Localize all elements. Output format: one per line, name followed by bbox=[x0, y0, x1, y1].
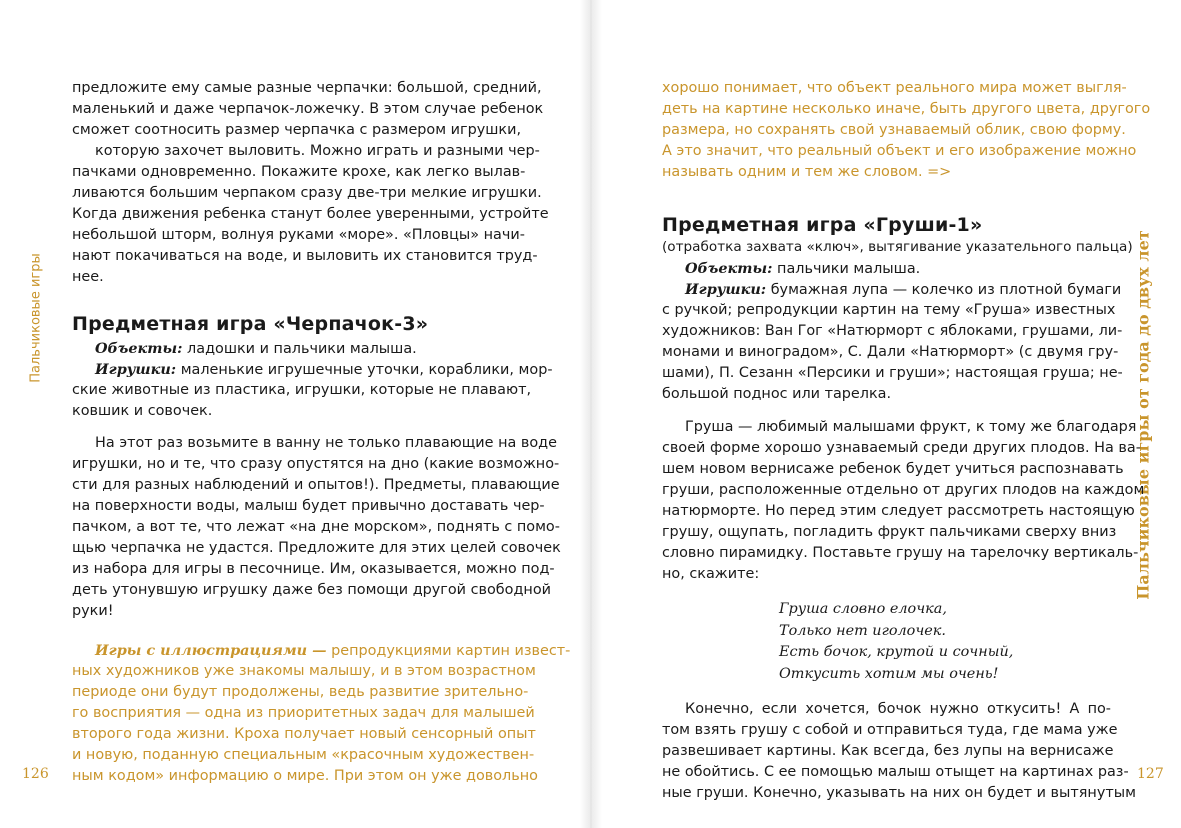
text-line: не обойтись. С ее помощью малыш отыщет на картинах раз- bbox=[662, 764, 1129, 780]
text-line: ных художников уже знакомы малышу, и в этом возрастном bbox=[72, 663, 536, 679]
text-line: маленький и даже черпачок-ложечку. В этом случае ребенок bbox=[72, 101, 544, 117]
paragraph-continued bbox=[662, 78, 1151, 183]
illustrations-label: Игры с иллюстрациями — bbox=[95, 642, 327, 659]
paragraph-illustrations bbox=[72, 640, 571, 787]
running-head-right: Пальчиковые игры от года до двух лет bbox=[1133, 230, 1153, 600]
paragraph-intro bbox=[72, 78, 549, 288]
objects-label: Объекты: bbox=[95, 340, 183, 357]
text-line: натюрморте. Но перед этим следует рассмотреть настоящую bbox=[662, 503, 1135, 519]
objects-line bbox=[662, 258, 1111, 279]
poem-line: Груша словно елочка, bbox=[779, 601, 947, 617]
text-line: большой поднос или тарелка. bbox=[662, 386, 892, 402]
section-heading: Предметная игра «Груши-1» bbox=[662, 214, 983, 236]
objects-text: пальчики малыша. bbox=[777, 261, 921, 277]
toys-line bbox=[662, 279, 1122, 300]
text-line: сти для разных наблюдений и опытов!). Предметы, плавающие bbox=[72, 477, 560, 493]
text-line: хорошо понимает, что объект реального мира может выгля- bbox=[662, 80, 1127, 96]
toys-label: Игрушки: bbox=[95, 361, 177, 378]
text-line: ковшик и совочек. bbox=[72, 403, 213, 419]
text-line: которую захочет выловить. Можно играть и разными чер- bbox=[95, 143, 540, 159]
text-line: деть на картине несколько иначе, быть другого цвета, другого bbox=[662, 101, 1151, 117]
text-line: На этот раз возьмите в ванну не только плавающие на воде bbox=[95, 435, 557, 451]
text-line: щью черпачка не удастся. Предложите для этих целей совочек bbox=[72, 540, 561, 556]
text-line: Конечно, если хочется, бочок нужно откусить! А по- bbox=[685, 701, 1111, 717]
text-line: игрушки, но и те, что сразу опустятся на дно (какие возможно- bbox=[72, 456, 560, 472]
text-line: развешивает картины. Как всегда, без лупы на вернисаже bbox=[662, 743, 1114, 759]
running-head-left: Пальчиковые игры bbox=[28, 253, 44, 383]
objects-label: Объекты: bbox=[685, 260, 773, 277]
page-number-right: 127 bbox=[1137, 766, 1164, 782]
left-page bbox=[0, 0, 590, 828]
text-line: художников: Ван Гог «Натюрморт с яблоками, грушами, ли- bbox=[662, 323, 1123, 339]
text-line: ным кодом» информацию о мире. При этом он уже довольно bbox=[72, 768, 538, 784]
text-line: но, скажите: bbox=[662, 566, 760, 582]
paragraph-bath bbox=[72, 433, 561, 622]
text-line: Когда движения ребенка станут более уверенными, устройте bbox=[72, 206, 549, 222]
text-line: нают покачиваться на воде, и выловить их становится труд- bbox=[72, 248, 538, 264]
text-line: го восприятия — одна из приоритетных задач для малышей bbox=[72, 705, 535, 721]
toys-text: маленькие игрушечные уточки, кораблики, мор- bbox=[180, 362, 553, 378]
text-line: с ручкой; репродукции картин на тему «Груша» известных bbox=[662, 302, 1116, 318]
text-line: шем новом вернисаже ребенок будет учиться распознавать bbox=[662, 461, 1124, 477]
text-line: ливаются большим черпаком сразу две-три мелкие игрушки. bbox=[72, 185, 542, 201]
text-line: из набора для игры в песочнице. Им, оказывается, можно под- bbox=[72, 561, 555, 577]
text-line: предложите ему самые разные черпачки: большой, средний, bbox=[72, 80, 542, 96]
pear-poem bbox=[662, 599, 1111, 685]
page-number-left: 126 bbox=[22, 766, 49, 782]
text-line: размера, но сохранять свой узнаваемый облик, свою форму. bbox=[662, 122, 1126, 138]
text-line: ные груши. Конечно, указывать на них он будет и вытянутым bbox=[662, 785, 1136, 801]
toys-label: Игрушки: bbox=[685, 281, 767, 298]
text-line: Груша — любимый малышами фрукт, к тому же благодаря bbox=[685, 419, 1137, 435]
text-line: пачком, а вот те, что лежат «на дне морском», поднять с помо- bbox=[72, 519, 560, 535]
poem-line: Откусить хотим мы очень! bbox=[779, 665, 999, 682]
text-line bbox=[72, 640, 571, 661]
continue-arrow-icon: => bbox=[927, 164, 952, 180]
text-line: и новую, поданную специальным «красочным художествен- bbox=[72, 747, 535, 763]
illustrations-text: репродукциями картин извест- bbox=[331, 643, 571, 659]
poem-line: Только нет иголочек. bbox=[779, 622, 946, 639]
text-line: второго года жизни. Кроха получает новый сенсорный опыт bbox=[72, 726, 536, 742]
closing-text: называть одним и тем же словом. bbox=[662, 164, 923, 180]
text-line: периоде они будут продолжены, ведь развитие зрительно- bbox=[72, 684, 529, 700]
toys-text: бумажная лупа — колечко из плотной бумаги bbox=[770, 282, 1122, 298]
text-line: грушу, ощупать, погладить фрукт пальчиками сверху вниз bbox=[662, 524, 1117, 540]
objects-line bbox=[72, 338, 521, 359]
section-subheading: (отработка захвата «ключ», вытягивание указательного пальца) bbox=[662, 239, 1133, 255]
text-line: сможет соотносить размер черпачка с размером игрушки, bbox=[72, 122, 522, 138]
text-line: своей форме хорошо узнаваемый среди других плодов. На ва- bbox=[662, 440, 1141, 456]
text-line: А это значит, что реальный объект и его изображение можно bbox=[662, 143, 1137, 159]
objects-text: ладошки и пальчики малыша. bbox=[187, 341, 417, 357]
text-line: на поверхности воды, малыш будет привычно доставать чер- bbox=[72, 498, 545, 514]
left-text-column bbox=[72, 78, 571, 787]
text-line: шами), П. Сезанн «Персики и груши»; настоящая груша; не- bbox=[662, 365, 1123, 381]
text-line: нее. bbox=[72, 269, 104, 285]
text-line: монами и виноградом», С. Дали «Натюрморт» (с двумя гру- bbox=[662, 344, 1119, 360]
text-line: пачками одновременно. Покажите крохе, как легко вылав- bbox=[72, 164, 526, 180]
text-line: груши, расположенные отдельно от других плодов на каждом bbox=[662, 482, 1145, 498]
text-line: том взять грушу с собой и отправиться туда, где мама уже bbox=[662, 722, 1118, 738]
text-line: небольшой шторм, волнуя руками «море». «Пловцы» начи- bbox=[72, 227, 525, 243]
text-line: словно пирамидку. Поставьте грушу на тарелочку вертикаль- bbox=[662, 545, 1139, 561]
paragraph-pear bbox=[662, 417, 1145, 585]
section-heading: Предметная игра «Черпачок-3» bbox=[72, 313, 429, 335]
paragraph-gallery bbox=[662, 699, 1136, 804]
poem-line: Есть бочок, крутой и сочный, bbox=[779, 644, 1014, 660]
text-line: деть утонувшую игрушку даже без помощи другой свободной bbox=[72, 582, 551, 598]
text-line bbox=[662, 162, 1111, 183]
text-line: ские животные из пластика, игрушки, которые не плавают, bbox=[72, 382, 532, 398]
toys-line bbox=[72, 359, 553, 380]
text-line: руки! bbox=[72, 603, 114, 619]
